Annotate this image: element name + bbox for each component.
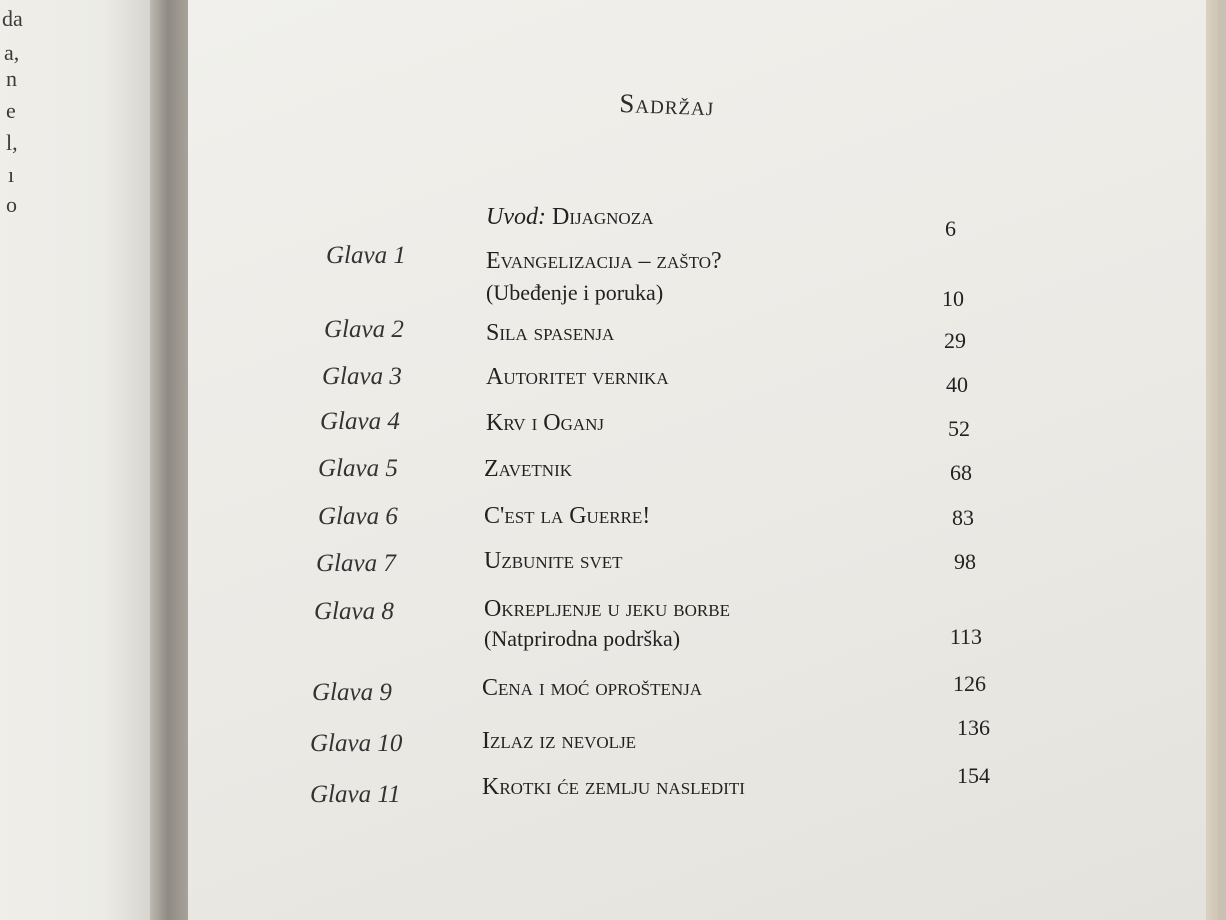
page-title: Sadržaj [618, 88, 715, 122]
left-page-text: ı [8, 162, 15, 187]
chapter-label: Glava 7 [316, 550, 396, 577]
chapter-title: Uzbunite svet [484, 548, 623, 574]
chapter-title: C'est la Guerre! [484, 503, 651, 529]
chapter-title: Cena i moć oproštenja [482, 675, 703, 701]
chapter-label: Glava 9 [312, 679, 392, 706]
page-number: 83 [952, 505, 974, 530]
left-page-text: o [6, 192, 17, 217]
chapter-subtitle: (Natprirodna podrška) [484, 626, 681, 651]
chapter-subtitle: (Ubeđenje i poruka) [486, 280, 664, 305]
page-number: 126 [953, 671, 986, 696]
chapter-label: Glava 5 [318, 455, 398, 482]
left-page [0, 0, 150, 920]
page-number: 98 [954, 549, 976, 574]
chapter-label: Glava 3 [322, 363, 402, 390]
left-page-text: l, [6, 130, 18, 155]
chapter-title: Evangelizacija – zašto? [486, 248, 722, 274]
chapter-label: Glava 1 [326, 242, 406, 269]
page-number: 6 [945, 216, 956, 241]
chapter-title: Sila spasenja [486, 320, 615, 346]
chapter-title: Okrepljenje u jeku borbe [484, 596, 730, 622]
page-number: 52 [948, 416, 970, 441]
page-number: 154 [957, 763, 990, 788]
page-edge [1206, 0, 1218, 920]
left-page-text: a, [4, 40, 20, 65]
chapter-label: Glava 6 [318, 503, 398, 530]
left-page-text: n [6, 66, 17, 91]
chapter-label: Glava 10 [310, 730, 403, 757]
chapter-title: Izlaz iz nevolje [482, 728, 637, 754]
left-page-text: da [2, 6, 23, 31]
page-number: 113 [949, 624, 982, 649]
intro-title-text: Dijagnoza [551, 204, 654, 230]
chapter-label: Glava 11 [310, 781, 401, 808]
page-number: 40 [946, 372, 968, 397]
left-page-text: e [6, 98, 16, 123]
page-number: 10 [942, 286, 964, 311]
page-number: 136 [957, 715, 990, 740]
chapter-label: Glava 4 [320, 408, 400, 435]
chapter-title: Zavetnik [484, 456, 573, 482]
chapter-label: Glava 2 [324, 316, 404, 343]
chapter-title: Krotki će zemlju naslediti [482, 774, 745, 800]
chapter-title: Autoritet vernika [486, 364, 669, 390]
chapter-label: Glava 8 [314, 598, 394, 625]
page-number: 29 [944, 328, 966, 353]
intro-title [486, 204, 653, 231]
book-gutter [150, 0, 190, 920]
page-number: 68 [950, 460, 972, 485]
chapter-title: Krv i Oganj [486, 410, 605, 436]
intro-prefix: Uvod: [486, 204, 546, 230]
